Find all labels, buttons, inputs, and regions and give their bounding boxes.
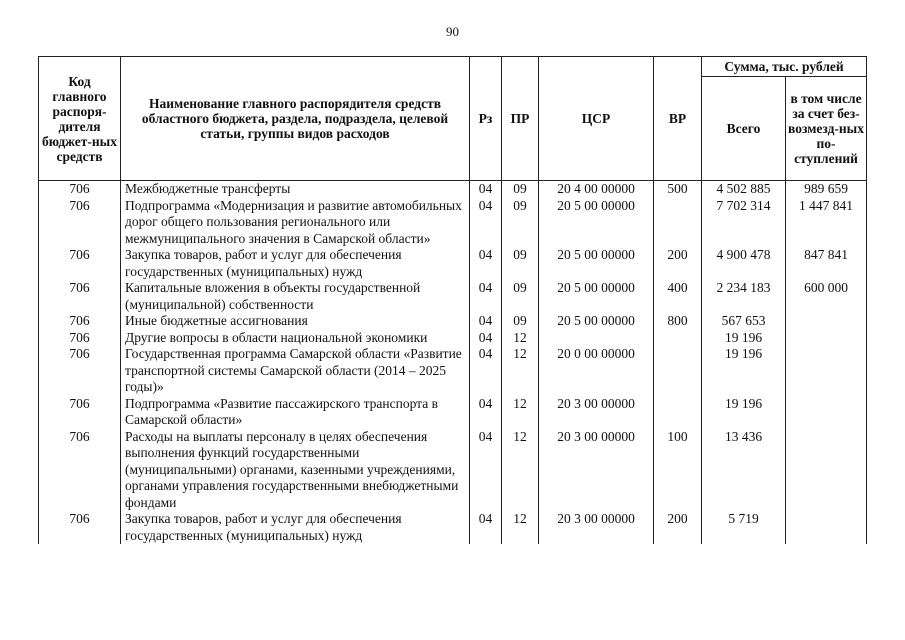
header-incl: в том числе за счет без-возмезд-ных по-ступлений: [786, 77, 867, 181]
cell-vr: 200: [654, 511, 702, 544]
cell-csr: 20 5 00 00000: [539, 313, 654, 330]
cell-total: 19 196: [702, 330, 786, 347]
cell-vr: [654, 396, 702, 429]
cell-pr: 09: [502, 313, 539, 330]
budget-table: [38, 56, 867, 544]
cell-csr: 20 0 00 00000: [539, 346, 654, 396]
header-sum: Сумма, тыс. рублей: [702, 57, 867, 77]
cell-vr: 500: [654, 181, 702, 198]
cell-rz: 04: [470, 247, 502, 280]
cell-name: Подпрограмма «Модернизация и развитие автомобильных дорог общего пользования регионального или межмуниципального значения в Самарской области»: [121, 198, 470, 248]
cell-pr: 12: [502, 396, 539, 429]
cell-total: 4 502 885: [702, 181, 786, 198]
cell-vr: 400: [654, 280, 702, 313]
cell-name: Подпрограмма «Развитие пассажирского транспорта в Самарской области»: [121, 396, 470, 429]
header-pr: ПР: [502, 57, 539, 181]
cell-pr: 12: [502, 330, 539, 347]
cell-code: 706: [39, 247, 121, 280]
header-name: Наименование главного распорядителя средств областного бюджета, раздела, подраздела, целевой статьи, группы видов расходов: [121, 57, 470, 181]
cell-csr: 20 3 00 00000: [539, 429, 654, 512]
cell-incl: 989 659: [786, 181, 867, 198]
header-total: Всего: [702, 77, 786, 181]
cell-vr: [654, 198, 702, 248]
cell-rz: 04: [470, 280, 502, 313]
table-row: [39, 330, 867, 347]
header-rz: Рз: [470, 57, 502, 181]
cell-pr: 09: [502, 181, 539, 198]
header-csr: ЦСР: [539, 57, 654, 181]
table-body: [39, 181, 867, 545]
table-row: [39, 280, 867, 313]
cell-total: 4 900 478: [702, 247, 786, 280]
cell-total: 19 196: [702, 346, 786, 396]
cell-name: Другие вопросы в области национальной экономики: [121, 330, 470, 347]
cell-pr: 09: [502, 247, 539, 280]
cell-code: 706: [39, 330, 121, 347]
table-row: [39, 198, 867, 248]
cell-incl: [786, 396, 867, 429]
cell-name: Закупка товаров, работ и услуг для обеспечения государственных (муниципальных) нужд: [121, 247, 470, 280]
cell-incl: 1 447 841: [786, 198, 867, 248]
cell-total: 7 702 314: [702, 198, 786, 248]
cell-incl: [786, 429, 867, 512]
cell-csr: 20 5 00 00000: [539, 198, 654, 248]
table-row: [39, 396, 867, 429]
table-row: [39, 181, 867, 198]
header-code: Код главного распоря-дителя бюджет-ных средств: [39, 57, 121, 181]
table-row: [39, 346, 867, 396]
cell-vr: 100: [654, 429, 702, 512]
cell-incl: [786, 346, 867, 396]
cell-name: Иные бюджетные ассигнования: [121, 313, 470, 330]
cell-name: Государственная программа Самарской области «Развитие транспортной системы Самарской области (2014 – 2025 годы)»: [121, 346, 470, 396]
cell-incl: [786, 313, 867, 330]
cell-incl: 600 000: [786, 280, 867, 313]
table-row: [39, 247, 867, 280]
cell-rz: 04: [470, 313, 502, 330]
cell-code: 706: [39, 198, 121, 248]
table-row: [39, 511, 867, 544]
cell-incl: 847 841: [786, 247, 867, 280]
cell-incl: [786, 511, 867, 544]
cell-total: 5 719: [702, 511, 786, 544]
table-row: [39, 429, 867, 512]
cell-vr: [654, 346, 702, 396]
cell-csr: 20 5 00 00000: [539, 280, 654, 313]
cell-rz: 04: [470, 429, 502, 512]
cell-vr: [654, 330, 702, 347]
header-vr: ВР: [654, 57, 702, 181]
cell-total: 19 196: [702, 396, 786, 429]
cell-code: 706: [39, 511, 121, 544]
cell-csr: 20 3 00 00000: [539, 396, 654, 429]
cell-code: 706: [39, 181, 121, 198]
cell-pr: 12: [502, 346, 539, 396]
cell-pr: 09: [502, 280, 539, 313]
page-number: 90: [446, 24, 459, 39]
cell-total: 2 234 183: [702, 280, 786, 313]
table-row: [39, 313, 867, 330]
cell-rz: 04: [470, 330, 502, 347]
cell-code: 706: [39, 396, 121, 429]
cell-pr: 12: [502, 429, 539, 512]
cell-code: 706: [39, 280, 121, 313]
cell-rz: 04: [470, 181, 502, 198]
cell-rz: 04: [470, 511, 502, 544]
cell-name: Расходы на выплаты персоналу в целях обеспечения выполнения функций государственными (муниципальными) органами, казенными учреждениями, органами управления государственными внебюджетными фондами: [121, 429, 470, 512]
cell-incl: [786, 330, 867, 347]
cell-code: 706: [39, 313, 121, 330]
cell-pr: 09: [502, 198, 539, 248]
cell-total: 13 436: [702, 429, 786, 512]
cell-rz: 04: [470, 346, 502, 396]
cell-name: Капитальные вложения в объекты государственной (муниципальной) собственности: [121, 280, 470, 313]
cell-vr: 200: [654, 247, 702, 280]
cell-csr: 20 3 00 00000: [539, 511, 654, 544]
cell-csr: 20 4 00 00000: [539, 181, 654, 198]
cell-csr: [539, 330, 654, 347]
cell-code: 706: [39, 429, 121, 512]
cell-pr: 12: [502, 511, 539, 544]
cell-name: Закупка товаров, работ и услуг для обеспечения государственных (муниципальных) нужд: [121, 511, 470, 544]
cell-csr: 20 5 00 00000: [539, 247, 654, 280]
cell-rz: 04: [470, 198, 502, 248]
cell-rz: 04: [470, 396, 502, 429]
cell-code: 706: [39, 346, 121, 396]
cell-vr: 800: [654, 313, 702, 330]
table-header: [39, 57, 867, 181]
cell-name: Межбюджетные трансферты: [121, 181, 470, 198]
cell-total: 567 653: [702, 313, 786, 330]
